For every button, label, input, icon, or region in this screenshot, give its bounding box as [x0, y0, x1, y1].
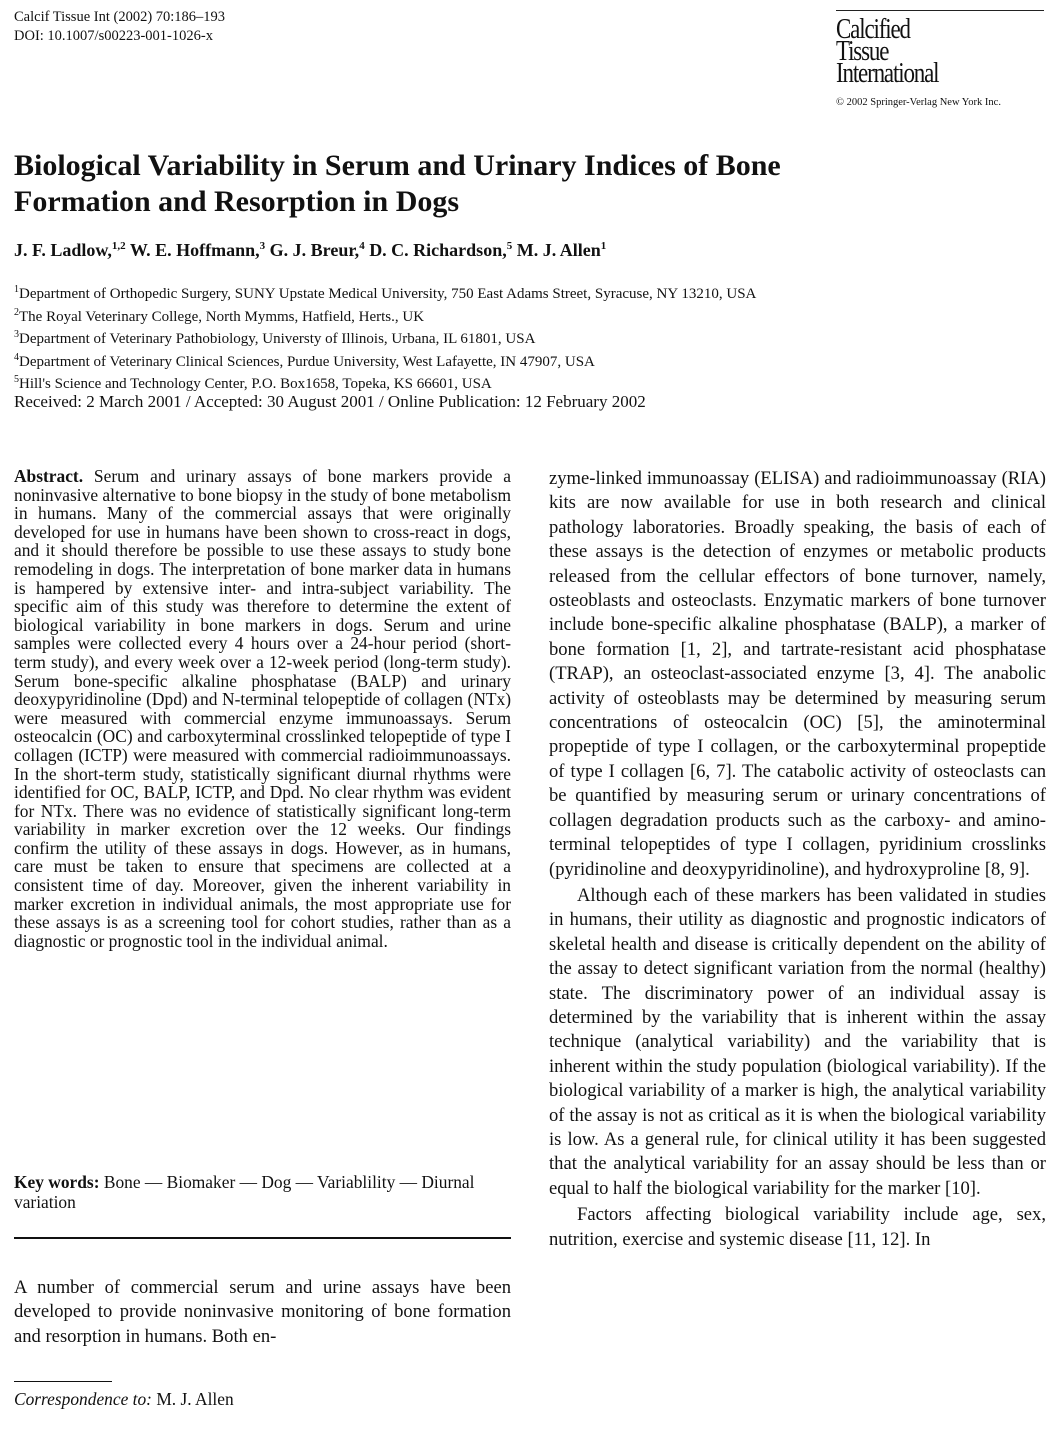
abstract-label: Abstract. [14, 466, 84, 486]
abstract-text: Serum and urinary assays of bone markers provide a noninvasive alternative to bone biopsy in the study of bone metabolism in humans. Many of the commercial assays that were originally developed for use in humans have been shown to cross-react in dogs, and it should therefore be possible to use these assays to study bone remodeling in dogs. The interpretation of bone marker data in humans is hampered by extensive inter- and intra-subject variability. The specific aim of this study was therefore to determine the extent of biological variability in bone markers in dogs. Serum and urine samples were collected every 4 hours over a 24-hour period (short-term study), and every week over a 12-week period (long-term study). Serum bone-specific alkaline phosphatase (BALP) and urinary deoxypyridinoline (Dpd) and N-terminal telopeptide of collagen (NTx) were measured with commercial enzyme immunoassays. Serum osteocalcin (OC) and carboxyterminal crosslinked telopeptide of type I collagen (ICTP) were measured with commercial radioimmunoassays. In the short-term study, statistically significant diurnal rhythms were identified for OC, BALP, ICTP, and Dpd. No clear rhythm was evident for NTx. There was no evidence of statistically significant long-term variability in marker excretion over the 12 weeks. Our findings confirm the utility of these assays in dogs. However, as in humans, care must be taken to ensure that specimens are collected at a consistent time of day. Moreover, given the inherent variability in marker excretion in individual animals, the most appropriate use for these assays is as a screening tool for cohort studies, rather than as a diagnostic or prognostic tool in the individual animal. [14, 466, 512, 951]
correspondence-label: Correspondence to: [14, 1389, 152, 1409]
journal-logo-line-3: International [836, 58, 939, 89]
keywords [14, 1172, 511, 1212]
journal-logo [836, 14, 1007, 89]
author: M. J. Allen$^1$ [516, 240, 607, 260]
journal-reference [14, 8, 225, 46]
author: G. J. Breur,$^4$ [269, 240, 365, 260]
affiliations [14, 281, 756, 394]
section-divider [14, 1237, 511, 1239]
intro-paragraph: A number of commercial serum and urine assays have been developed to provide noninvasive monitoring of bone formation and resorption in humans. Both en- [14, 1277, 511, 1347]
journal-citation: Calcif Tissue Int (2002) 70:186–193 [14, 9, 226, 25]
article-title: Biological Variability in Serum and Urinary Indices of Bone Formation and Resorption in Dogs [14, 149, 781, 218]
journal-brand [836, 10, 1044, 108]
abstract [14, 467, 511, 950]
body-paragraph: Factors affecting biological variability include age, sex, nutrition, exercise and systemic disease [11, 12]. In [549, 1204, 1046, 1250]
affiliation: $^5$Hill's Science and Technology Center, P.O. Box1658, Topeka, KS 66601, USA [14, 374, 492, 393]
correspondence-name: M. J. Allen [156, 1389, 234, 1409]
body-paragraph: zyme-linked immunoassay (ELISA) and radioimmunoassay (RIA) kits are now available for use in both research and clinical pathology laboratories. Broadly speaking, the basis of each of these assays is the detection of enzymes or metabolic products released from the cellular effectors of bone turnover, namely, osteoblasts and osteoclasts. Enzymatic markers of bone turnover include bone-specific alkaline phosphatase (BALP), a marker of bone formation [1, 2], and tartrate-resistant acid phosphatase (TRAP), an osteoclast-associated enzyme [3, 4]. The anabolic activity of osteoblasts may be determined by measuring serum concentrations of osteocalcin (OC) [5], the aminoterminal propeptide of type I collagen, or the carboxyterminal propeptide of type I collagen [6, 7]. The catabolic activity of osteoclasts can be quantified by measuring serum or urinary concentrations of collagen degradation products such as the carboxy- and amino-terminal telopeptides of type I collagen, pyridinium crosslinks (pyridinoline and deoxypyridinoline), and hydroxyproline [8, 9]. [549, 468, 1046, 880]
copyright: © 2002 Springer-Verlag New York Inc. [836, 97, 1001, 108]
journal-logo-line-2: Tissue [836, 36, 889, 67]
author: D. C. Richardson,$^5$ [369, 240, 513, 260]
publication-dates: Received: 2 March 2001 / Accepted: 30 August 2001 / Online Publication: 12 February 2002 [14, 392, 646, 411]
body-column-right [549, 467, 1046, 1252]
author-list [14, 240, 606, 261]
body-paragraph: Although each of these markers has been validated in studies in humans, their utility as diagnostic and prognostic indicators of skeletal health and disease is critically dependent on the ability of the assay to detect significant variation from the normal (healthy) state. The discriminatory power of an individual assay is determined by the variability that is inherent within the assay technique (analytical variability) and the variability that is inherent within the study population (biological variability). If the biological variability of a marker is high, the analytical variability of the assay is not as critical as it is when the biological variability is low. As a general rule, for clinical utility it has been suggested that the analytical variability for an assay should be less than or equal to half the biological variability for the marker [10]. [549, 884, 1046, 1199]
affiliation: $^1$Department of Orthopedic Surgery, SUNY Upstate Medical University, 750 East Adams Street, Syracuse, NY 13210, USA [14, 284, 757, 302]
keywords-label: Key words: [14, 1172, 100, 1192]
author: W. E. Hoffmann,$^3$ [129, 240, 266, 260]
affiliation: $^4$Department of Veterinary Clinical Sciences, Purdue University, West Lafayette, IN 47907, USA [14, 351, 595, 370]
author: J. F. Ladlow,$^{1,2}$ [14, 240, 126, 260]
affiliation: $^3$Department of Veterinary Pathobiology, Universty of Illinois, Urbana, IL 61801, USA [14, 329, 536, 348]
footnote-divider [14, 1381, 112, 1382]
journal-logo-line-1: Calcified [836, 14, 910, 45]
correspondence-footnote [14, 1389, 234, 1410]
doi: DOI: 10.1007/s00223-001-1026-x [14, 28, 213, 44]
affiliation: $^2$The Royal Veterinary College, North Mymms, Hatfield, Herts., UK [14, 306, 425, 325]
keywords-text: Bone — Biomaker — Dog — Variablility — Diurnal variation [14, 1172, 475, 1212]
